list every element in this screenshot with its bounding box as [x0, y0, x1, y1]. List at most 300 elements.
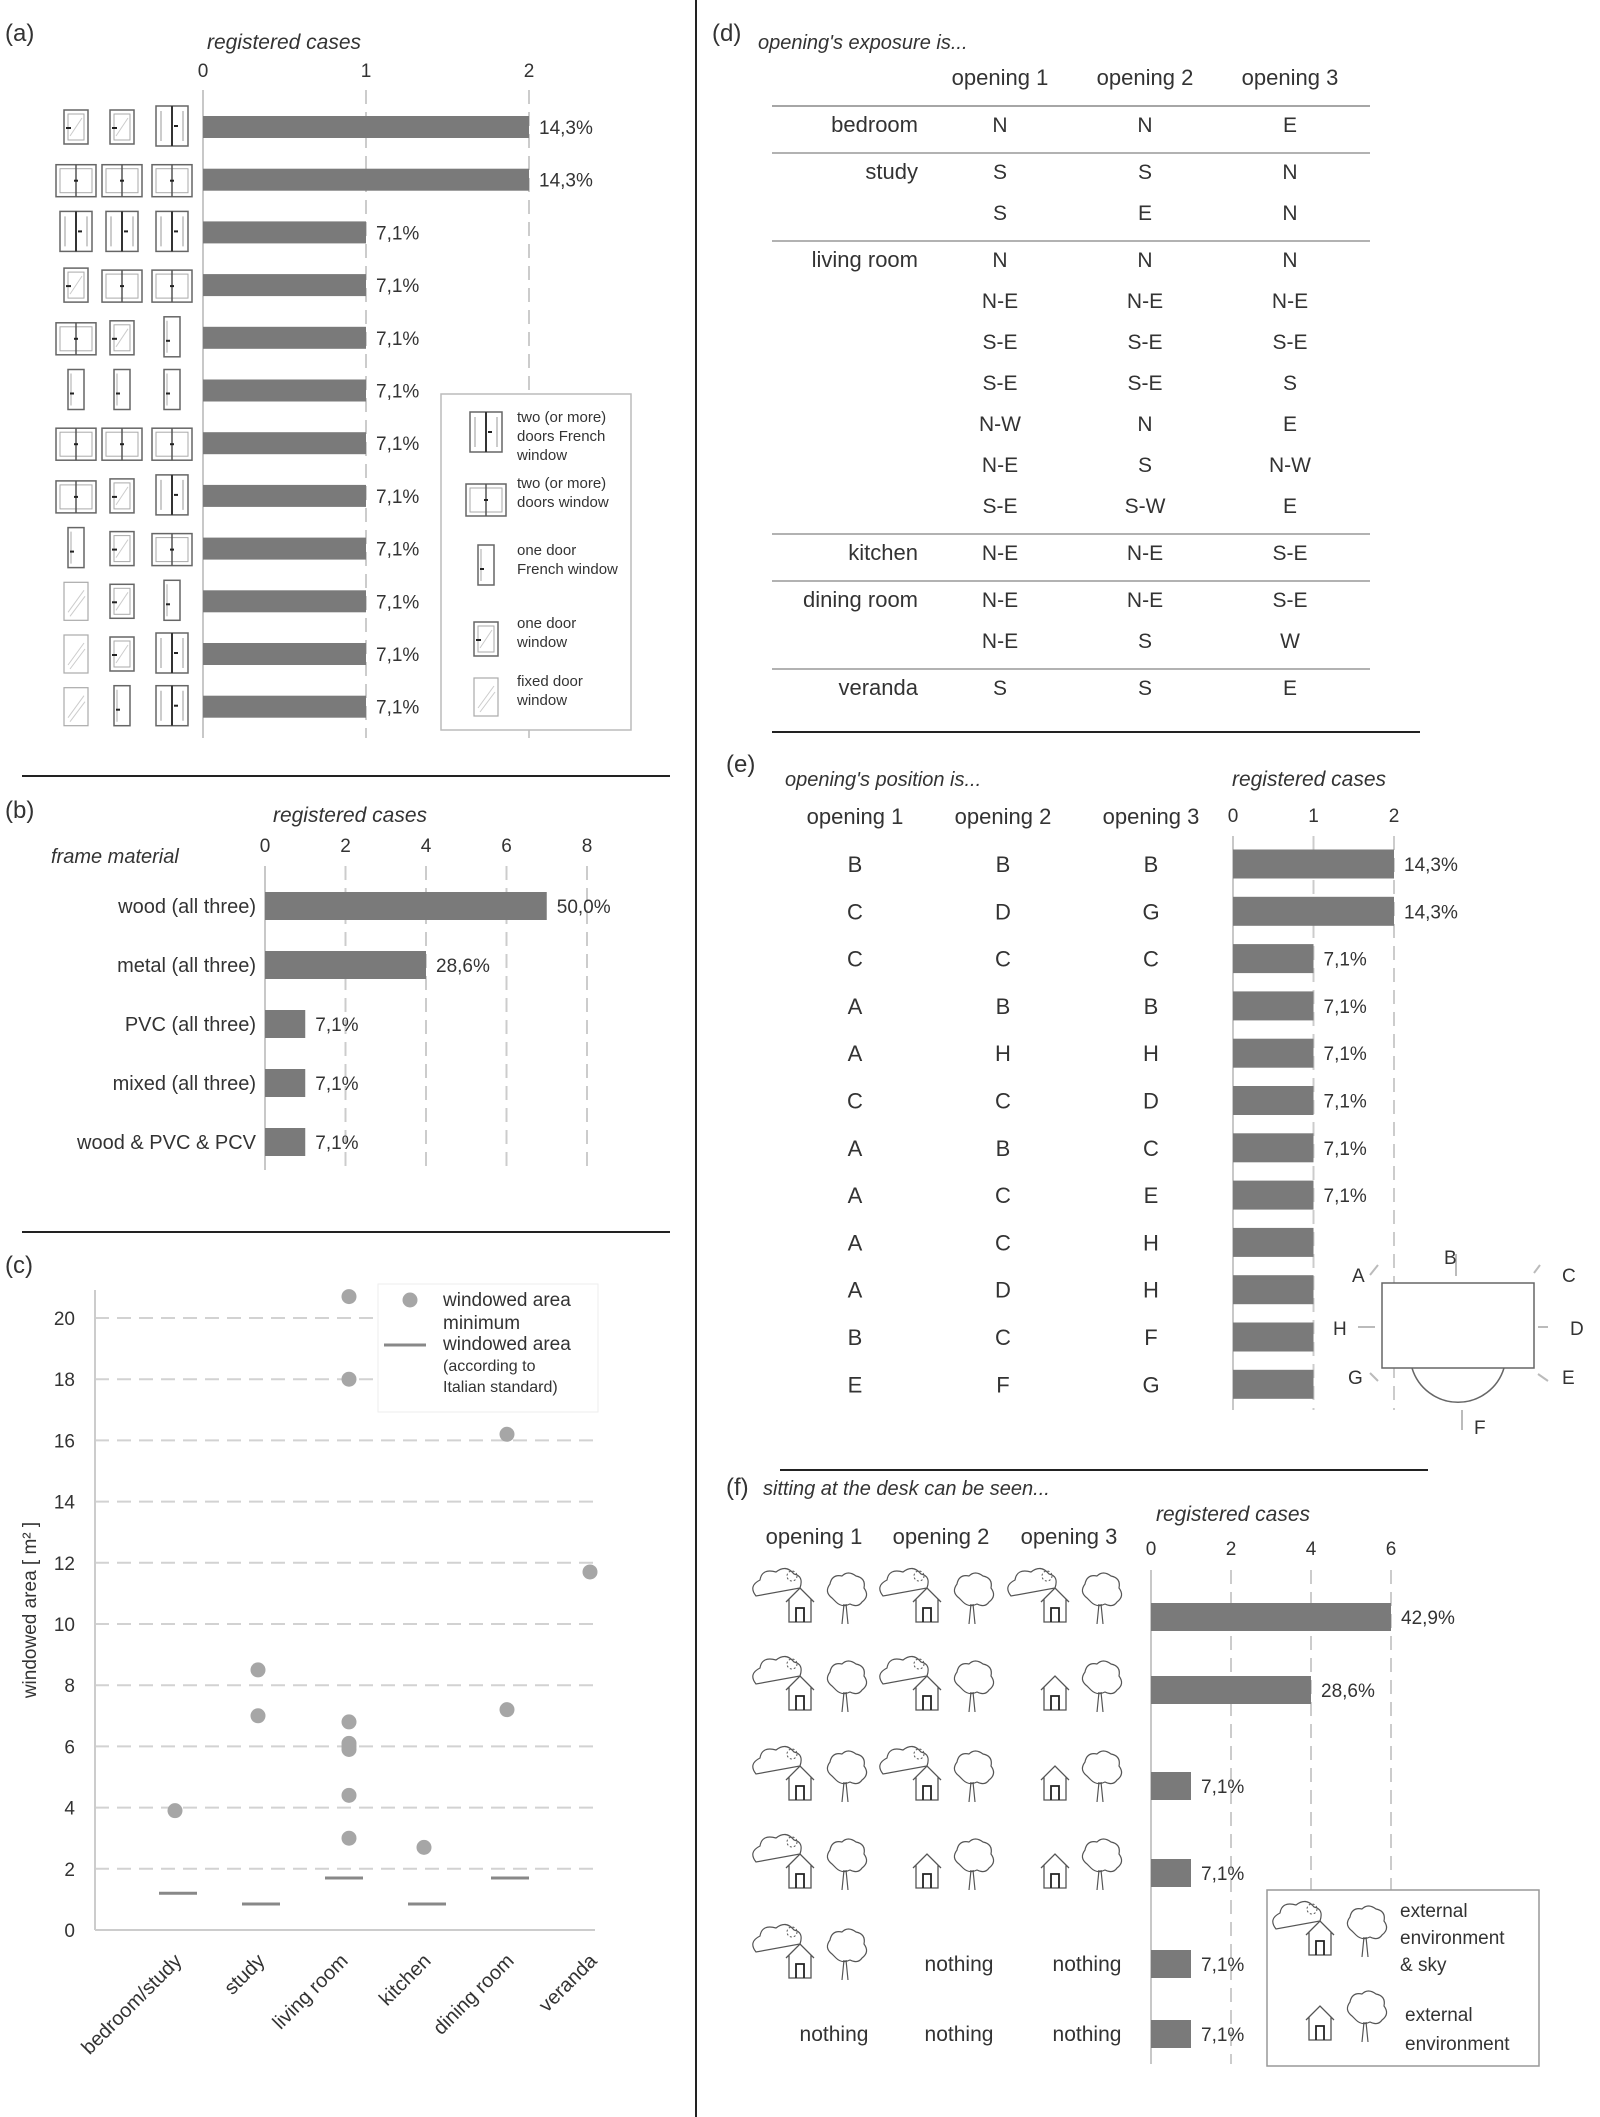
legend-text: one door [517, 615, 577, 632]
trunk [969, 1782, 975, 1802]
table-cell: E [1282, 677, 1298, 700]
table-cell: N-W [979, 413, 1021, 436]
tree-icon [1082, 1839, 1121, 1890]
bar [203, 485, 366, 507]
house-outline [1041, 1588, 1069, 1622]
bar [1151, 1859, 1191, 1887]
table-cell: E [847, 1372, 863, 1398]
view-env-sky-icon [880, 1656, 994, 1712]
table-cell: B [1143, 852, 1159, 877]
window1-icon [110, 479, 134, 513]
window2-icon [102, 165, 142, 197]
legend-text: window [517, 447, 568, 464]
hatch [70, 276, 82, 294]
diagram-label: C [1562, 1266, 1576, 1287]
view-env-sky-icon [1008, 1568, 1122, 1624]
door [796, 1608, 804, 1622]
view-env-sky-icon [753, 1746, 867, 1802]
table-cell: N-E [981, 589, 1019, 612]
tree-icon [1082, 1751, 1121, 1802]
hatch [70, 118, 82, 136]
column-header: opening 3 [1241, 65, 1339, 90]
table-cell: D [1143, 1088, 1159, 1114]
table-cell: N [992, 114, 1008, 137]
table-cell: C [847, 1088, 863, 1114]
axis-title: registered cases [272, 804, 428, 827]
house-outline [1041, 1676, 1069, 1710]
diagram-label: G [1348, 1368, 1363, 1389]
hatch [116, 487, 128, 505]
bar [203, 116, 529, 138]
arrow [1370, 1373, 1378, 1381]
table-cell: N-E [981, 290, 1019, 313]
row-header: kitchen [848, 540, 918, 565]
window2-icon [56, 323, 96, 355]
bar [1151, 1772, 1191, 1800]
table-cell: E [1143, 1183, 1159, 1209]
table-cell: N-E [1126, 589, 1164, 612]
door [796, 1964, 804, 1978]
column-header: opening 1 [765, 1524, 863, 1549]
tree-icon [954, 1751, 993, 1802]
crown [1082, 1751, 1121, 1784]
cloud-sun-icon [753, 1834, 801, 1862]
table-cell: W [1280, 630, 1300, 653]
tick-label: 4 [1305, 1539, 1317, 1560]
table-cell: A [847, 993, 863, 1019]
data-label: 7,1% [315, 1074, 359, 1095]
tick-label: 6 [501, 836, 512, 857]
table-cell: D [995, 899, 1011, 925]
tick-label: 10 [53, 1615, 75, 1636]
tick-label: 12 [53, 1553, 75, 1575]
frame [164, 580, 180, 620]
table-cell: N-E [1271, 290, 1309, 313]
legend-text: doors window [517, 494, 609, 511]
legend-text: Italian standard) [443, 1379, 558, 1396]
fixed-icon [64, 582, 88, 620]
table-cell: A [847, 1041, 863, 1067]
bar [203, 221, 366, 243]
crown [1082, 1573, 1121, 1606]
table-cell: G [1142, 1372, 1160, 1398]
data-label: 14,3% [539, 170, 593, 192]
room-outline [1382, 1283, 1534, 1368]
french2-icon [60, 211, 92, 251]
tree-icon [827, 1661, 866, 1712]
crown [954, 1839, 993, 1872]
cloud-sun-icon [753, 1924, 801, 1952]
table-cell: B [995, 852, 1011, 877]
french1-icon [68, 370, 84, 410]
house-icon [913, 1854, 941, 1888]
house-outline [913, 1676, 941, 1710]
legend-text: fixed door [517, 673, 583, 690]
crown [827, 1929, 866, 1962]
door [1051, 1696, 1059, 1710]
cloud-sun-icon [753, 1746, 801, 1774]
hatch [116, 540, 128, 558]
column-header: opening 1 [951, 65, 1049, 90]
arrow [1538, 1374, 1548, 1381]
house-outline [786, 1588, 814, 1622]
window2-icon [56, 165, 96, 197]
table-title: opening's exposure is... [758, 32, 968, 54]
frame [114, 686, 130, 726]
category-label: wood & PVC & PCV [77, 1132, 256, 1154]
data-label: 7,1% [1201, 1955, 1245, 1976]
bar [265, 951, 426, 979]
house-icon [1041, 1854, 1069, 1888]
crown [827, 1661, 866, 1694]
legend-text: external [1405, 2005, 1473, 2026]
french1-icon [164, 317, 180, 357]
cloud [1008, 1568, 1056, 1596]
data-point [417, 1840, 432, 1855]
data-label: 7,1% [1323, 1091, 1367, 1113]
table-cell: S-W [1124, 495, 1166, 518]
house-icon [786, 1766, 814, 1800]
data-point [342, 1714, 357, 1729]
data-label: 50,0% [556, 897, 611, 918]
cloud-sun-icon [880, 1746, 928, 1774]
view-env-sky-icon [753, 1834, 867, 1890]
table-cell: S-E [982, 331, 1018, 354]
table-cell: N [1282, 202, 1298, 225]
house-outline [913, 1588, 941, 1622]
tree-icon [827, 1929, 866, 1980]
panel-label-e: (e) [726, 751, 756, 778]
cloud [753, 1834, 801, 1862]
house-icon [913, 1766, 941, 1800]
legend-text: windowed area [443, 1290, 571, 1311]
y-axis-title: frame material [51, 846, 179, 868]
category-label: metal (all three) [117, 955, 256, 977]
crown [954, 1751, 993, 1784]
table-cell: E [1282, 114, 1298, 137]
house-icon [913, 1588, 941, 1622]
data-label: 28,6% [1321, 1681, 1375, 1702]
legend-text: two (or more) [517, 409, 607, 426]
data-label: 28,6% [436, 956, 490, 977]
data-point [500, 1427, 515, 1442]
cloud-sun-icon [880, 1568, 928, 1596]
data-label: 7,1% [376, 381, 420, 403]
arrow [1370, 1265, 1378, 1275]
tick-label: 4 [64, 1798, 75, 1820]
french1-icon [68, 528, 84, 568]
door [796, 1696, 804, 1710]
trunk [842, 1604, 848, 1624]
house-outline [786, 1944, 814, 1978]
bar [1233, 1275, 1314, 1304]
data-point [251, 1662, 266, 1677]
data-label: 7,1% [376, 697, 420, 719]
view-env-sky-icon [753, 1656, 867, 1712]
tick-label: 8 [581, 836, 593, 857]
house-outline [1041, 1854, 1069, 1888]
house-outline [1041, 1766, 1069, 1800]
door [923, 1608, 931, 1622]
data-label: 7,1% [1323, 1044, 1367, 1066]
nothing-label: nothing [799, 2023, 869, 2046]
tick-label: 1 [360, 61, 372, 82]
table-cell: S [1137, 677, 1153, 700]
data-label: 7,1% [376, 645, 420, 666]
data-label: 7,1% [1323, 1138, 1367, 1160]
tick-label: 4 [420, 836, 432, 857]
tick-label: 0 [259, 836, 271, 857]
bar [1151, 1950, 1191, 1978]
data-label: 7,1% [376, 223, 420, 245]
y-axis-title: windowed area [ m² ] [20, 1521, 41, 1699]
table-cell: S [992, 161, 1008, 184]
table-cell: N-E [1126, 542, 1164, 565]
table-cell: S-E [1127, 372, 1163, 395]
window2-icon [152, 534, 192, 566]
trunk [1097, 1692, 1103, 1712]
bar [265, 1069, 305, 1097]
data-label: 7,1% [376, 328, 420, 350]
table-cell: N [1137, 413, 1153, 436]
table-cell: C [995, 1230, 1011, 1256]
table-cell: S [1137, 454, 1153, 477]
tree-icon [827, 1839, 866, 1890]
panel-label-d: (d) [712, 20, 742, 47]
legend-text: external [1400, 1901, 1468, 1922]
bar [203, 696, 366, 718]
cloud [880, 1746, 928, 1774]
data-label: 7,1% [315, 1015, 359, 1036]
house-icon [786, 1588, 814, 1622]
table-cell: A [847, 1230, 863, 1256]
bar [203, 169, 529, 191]
diagram-label: D [1570, 1319, 1584, 1340]
data-label: 7,1% [1201, 1864, 1245, 1885]
data-point [342, 1831, 357, 1846]
window2-icon [56, 428, 96, 460]
bar [1151, 2020, 1191, 2048]
panel-label-c: (c) [5, 1252, 33, 1279]
window2-icon [102, 270, 142, 302]
house-icon [786, 1944, 814, 1978]
table-cell: C [1143, 1135, 1159, 1161]
bar [1233, 944, 1314, 973]
house-icon [786, 1676, 814, 1710]
category-label: dining room [429, 1949, 519, 2040]
panel-label-b: (b) [5, 797, 35, 824]
cloud [753, 1656, 801, 1684]
table-cell: B [995, 1135, 1011, 1161]
window1-icon [64, 110, 88, 144]
panel-label-f: (f) [726, 1474, 749, 1501]
category-label: mixed (all three) [112, 1073, 256, 1095]
tree-icon [954, 1573, 993, 1624]
data-label: 7,1% [315, 1133, 359, 1154]
legend-marker [403, 1293, 418, 1308]
diagram-label: H [1333, 1319, 1347, 1340]
cloud [753, 1568, 801, 1596]
tree-icon [1082, 1661, 1121, 1712]
hatch [116, 329, 128, 347]
crown [954, 1661, 993, 1694]
table-cell: B [995, 993, 1011, 1019]
tick-label: 1 [1308, 806, 1319, 827]
hatch [116, 592, 128, 610]
table-cell: A [847, 1135, 863, 1161]
nothing-label: nothing [1052, 1953, 1122, 1976]
category-label: study [220, 1949, 270, 2000]
table-title: sitting at the desk can be seen... [763, 1478, 1050, 1500]
bar [1233, 1228, 1314, 1257]
bar [203, 590, 366, 612]
table-cell: C [995, 946, 1011, 972]
house-icon [913, 1676, 941, 1710]
table-cell: H [1143, 1041, 1159, 1067]
crown [1082, 1839, 1121, 1872]
tick-label: 16 [53, 1431, 75, 1453]
axis-title: registered cases [206, 31, 362, 54]
tree-icon [827, 1751, 866, 1802]
tree-icon [954, 1839, 993, 1890]
view-env-sky-icon [880, 1568, 994, 1624]
table-cell: S-E [1272, 542, 1308, 565]
table-cell: N-W [1269, 454, 1311, 477]
bar [203, 643, 366, 665]
frame [164, 317, 180, 357]
bar [203, 380, 366, 402]
fixed-icon [64, 635, 88, 673]
view-env-icon [1041, 1751, 1122, 1802]
house-icon [1041, 1588, 1069, 1622]
table-cell: G [1142, 899, 1160, 925]
frame [164, 370, 180, 410]
category-label: kitchen [375, 1949, 436, 2011]
data-point [583, 1564, 598, 1579]
column-header: opening 1 [806, 804, 904, 829]
category-label: living room [268, 1949, 353, 2034]
bar [1233, 1039, 1314, 1068]
house-icon [1041, 1676, 1069, 1710]
trunk [842, 1960, 848, 1980]
door [923, 1696, 931, 1710]
cloud-sun-icon [753, 1656, 801, 1684]
panel-d [758, 32, 1370, 700]
table-cell: F [1144, 1325, 1158, 1350]
bar [265, 1010, 305, 1038]
table-cell: N-E [1126, 290, 1164, 313]
french1-icon [164, 580, 180, 620]
legend-text: environment [1405, 2034, 1510, 2055]
bar [1233, 1133, 1314, 1162]
view-env-icon [913, 1839, 994, 1890]
category-label: wood (all three) [118, 896, 256, 918]
table-cell: N [1137, 249, 1153, 272]
data-label: 7,1% [1323, 949, 1367, 971]
data-point [342, 1372, 357, 1387]
french2-legend-icon [470, 412, 502, 452]
table-cell: S [992, 202, 1008, 225]
door [1051, 1786, 1059, 1800]
tick-label: 6 [1385, 1539, 1397, 1560]
trunk [842, 1870, 848, 1890]
bar [265, 892, 547, 920]
data-label: 7,1% [1323, 996, 1367, 1018]
bar [1233, 850, 1394, 879]
panel-e [785, 768, 1584, 1439]
door [796, 1786, 804, 1800]
row-header: bedroom [831, 112, 918, 137]
crown [827, 1751, 866, 1784]
diagram-label: E [1562, 1368, 1575, 1389]
tick-label: 2 [523, 61, 535, 82]
view-env-icon [1041, 1661, 1122, 1712]
tick-label: 14 [53, 1492, 75, 1514]
house-outline [786, 1766, 814, 1800]
window1-icon [110, 321, 134, 355]
tree-icon [954, 1661, 993, 1712]
panel-label-a: (a) [5, 20, 35, 47]
window1-icon [110, 637, 134, 671]
diagram-label: A [1352, 1266, 1365, 1287]
data-label: 7,1% [376, 434, 420, 456]
french2-icon [156, 211, 188, 251]
window1-icon [110, 532, 134, 566]
data-point [251, 1708, 266, 1723]
hatch [116, 118, 128, 136]
table-cell: C [847, 946, 863, 972]
nothing-label: nothing [1052, 2023, 1122, 2046]
tree-icon [827, 1573, 866, 1624]
data-point [168, 1803, 183, 1818]
legend-text: environment [1400, 1928, 1505, 1949]
view-env-sky-icon [753, 1568, 867, 1624]
french2-icon [156, 686, 188, 726]
legend-text: one door [517, 542, 577, 559]
table-cell: H [1143, 1277, 1159, 1303]
table-cell: N [992, 249, 1008, 272]
row-header: dining room [803, 587, 918, 612]
table-cell: E [1282, 413, 1298, 436]
house-icon [786, 1854, 814, 1888]
crown [827, 1573, 866, 1606]
trunk [842, 1692, 848, 1712]
view-env-sky-icon [753, 1924, 867, 1980]
arrow [1534, 1265, 1540, 1273]
legend-text: minimum [443, 1313, 521, 1334]
crown [827, 1839, 866, 1872]
table-cell: S-E [1272, 589, 1308, 612]
table-cell: N [1137, 114, 1153, 137]
french2-icon [156, 475, 188, 515]
table-title: opening's position is... [785, 769, 982, 791]
window1-icon [64, 268, 88, 302]
nothing-label: nothing [924, 1953, 994, 1976]
table-cell: A [847, 1183, 863, 1209]
table-cell: S-E [982, 372, 1018, 395]
table-cell: B [847, 1325, 863, 1350]
legend-text: windowed area [443, 1334, 571, 1355]
data-point [342, 1788, 357, 1803]
tick-label: 0 [1227, 806, 1239, 827]
data-label: 7,1% [1201, 1777, 1245, 1798]
legend-text: doors French [517, 428, 606, 445]
door [1051, 1874, 1059, 1888]
row-header: study [865, 159, 918, 184]
data-point [342, 1742, 357, 1757]
legend-text: French window [517, 561, 618, 578]
diagram-label: F [1474, 1418, 1486, 1439]
